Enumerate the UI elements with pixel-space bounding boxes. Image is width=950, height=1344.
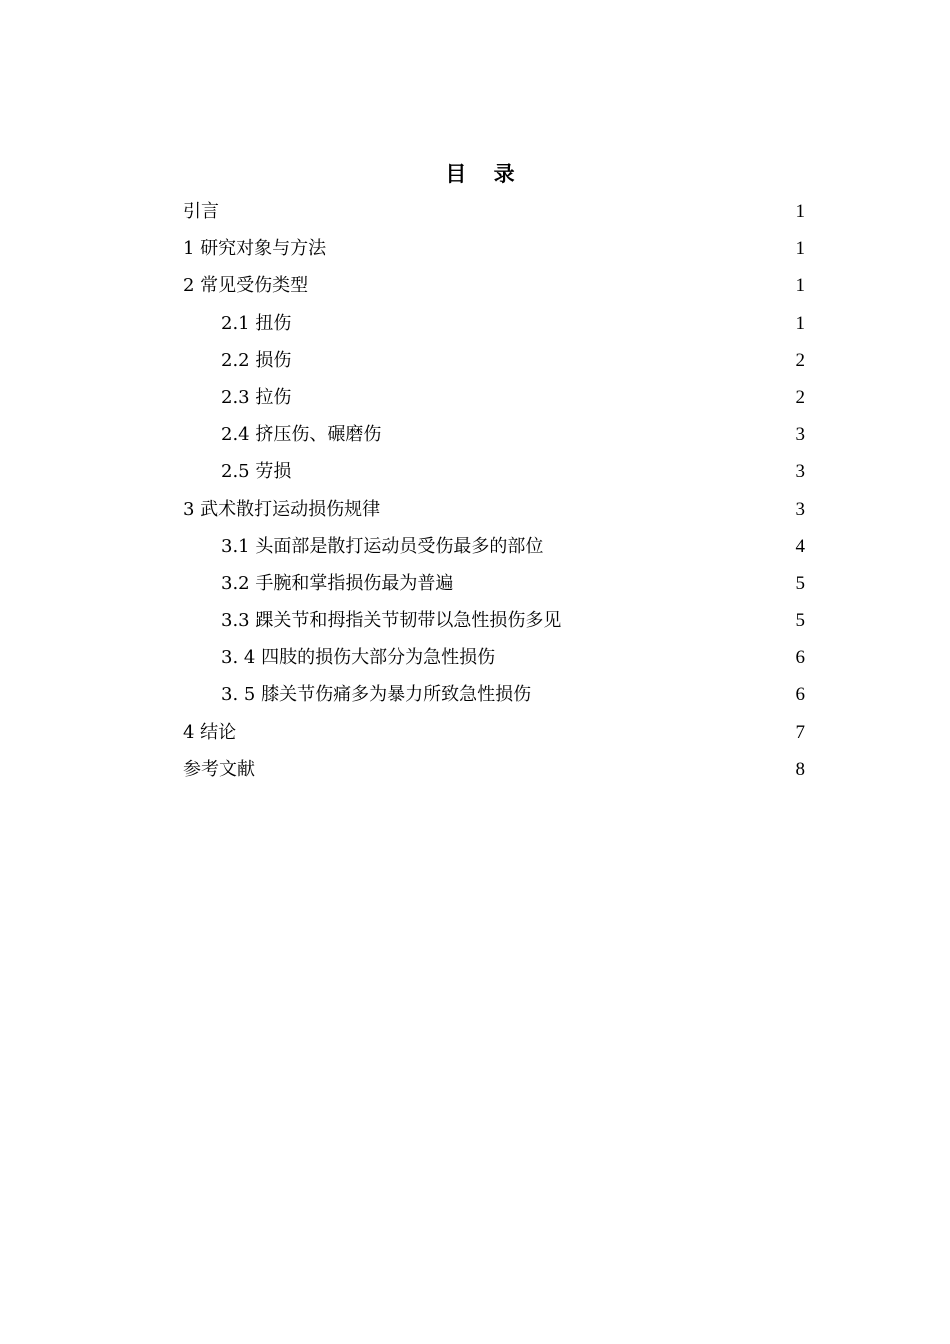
toc-entry-page: 2 (795, 386, 805, 408)
toc-entry-page: 1 (795, 238, 805, 260)
toc-entry-page: 5 (795, 610, 805, 632)
toc-entry-label: 3. 5 膝关节伤痛多为暴力所致急性损伤 (221, 684, 532, 706)
toc-entry-page: 2 (795, 349, 805, 371)
toc-entry-label: 3.3 踝关节和拇指关节韧带以急性损伤多见 (221, 610, 562, 632)
toc-entry-label: 3. 4 四肢的损伤大部分为急性损伤 (221, 647, 496, 669)
toc-entry-page: 1 (795, 275, 805, 297)
toc-entry-label: 2.5 劳损 (221, 461, 292, 483)
toc-entry-page: 3 (795, 424, 805, 446)
toc-entry[interactable] (183, 751, 805, 788)
toc-entry[interactable] (183, 230, 805, 267)
toc-entry-page: 6 (795, 684, 805, 706)
toc-entry-label: 3 武术散打运动损伤规律 (183, 498, 381, 520)
toc-entry[interactable] (183, 714, 805, 751)
toc-subentry[interactable] (183, 602, 805, 639)
toc-subentry[interactable] (183, 528, 805, 565)
toc-entry-label: 3.1 头面部是散打运动员受伤最多的部位 (221, 535, 544, 557)
toc-entry-label: 2.2 损伤 (221, 349, 292, 371)
toc-entry-label: 2.1 扭伤 (221, 312, 292, 334)
toc-entry-page: 3 (795, 461, 805, 483)
toc-subentry[interactable] (183, 676, 805, 713)
toc-entry-label: 4 结论 (183, 721, 237, 743)
toc-entry[interactable] (183, 491, 805, 528)
toc-entry-label: 2.4 挤压伤、碾磨伤 (221, 424, 382, 446)
toc-subentry[interactable] (183, 639, 805, 676)
table-of-contents (183, 193, 805, 788)
toc-subentry[interactable] (183, 305, 805, 342)
toc-entry-label: 3.2 手腕和掌指损伤最为普遍 (221, 572, 454, 594)
toc-entry-page: 3 (795, 498, 805, 520)
toc-subentry[interactable] (183, 565, 805, 602)
toc-title: 目 录 (445, 161, 525, 186)
toc-entry-label: 参考文献 (183, 758, 255, 780)
toc-entry-page: 4 (795, 535, 805, 557)
toc-entry-page: 7 (795, 721, 805, 743)
toc-entry-page: 8 (795, 758, 805, 780)
toc-entry-label: 2 常见受伤类型 (183, 275, 309, 297)
toc-subentry[interactable] (183, 379, 805, 416)
toc-entry-page: 6 (795, 647, 805, 669)
toc-entry-label: 引言 (183, 201, 219, 222)
toc-entry-label: 2.3 拉伤 (221, 386, 292, 408)
toc-subentry[interactable] (183, 453, 805, 490)
toc-subentry[interactable] (183, 342, 805, 379)
toc-entry-label: 1 研究对象与方法 (183, 238, 327, 260)
toc-entry[interactable] (183, 267, 805, 304)
toc-entry-page: 1 (795, 201, 805, 222)
toc-entry-page: 5 (795, 572, 805, 594)
toc-entry-page: 1 (795, 312, 805, 334)
toc-subentry[interactable] (183, 416, 805, 453)
toc-entry[interactable] (183, 193, 805, 230)
